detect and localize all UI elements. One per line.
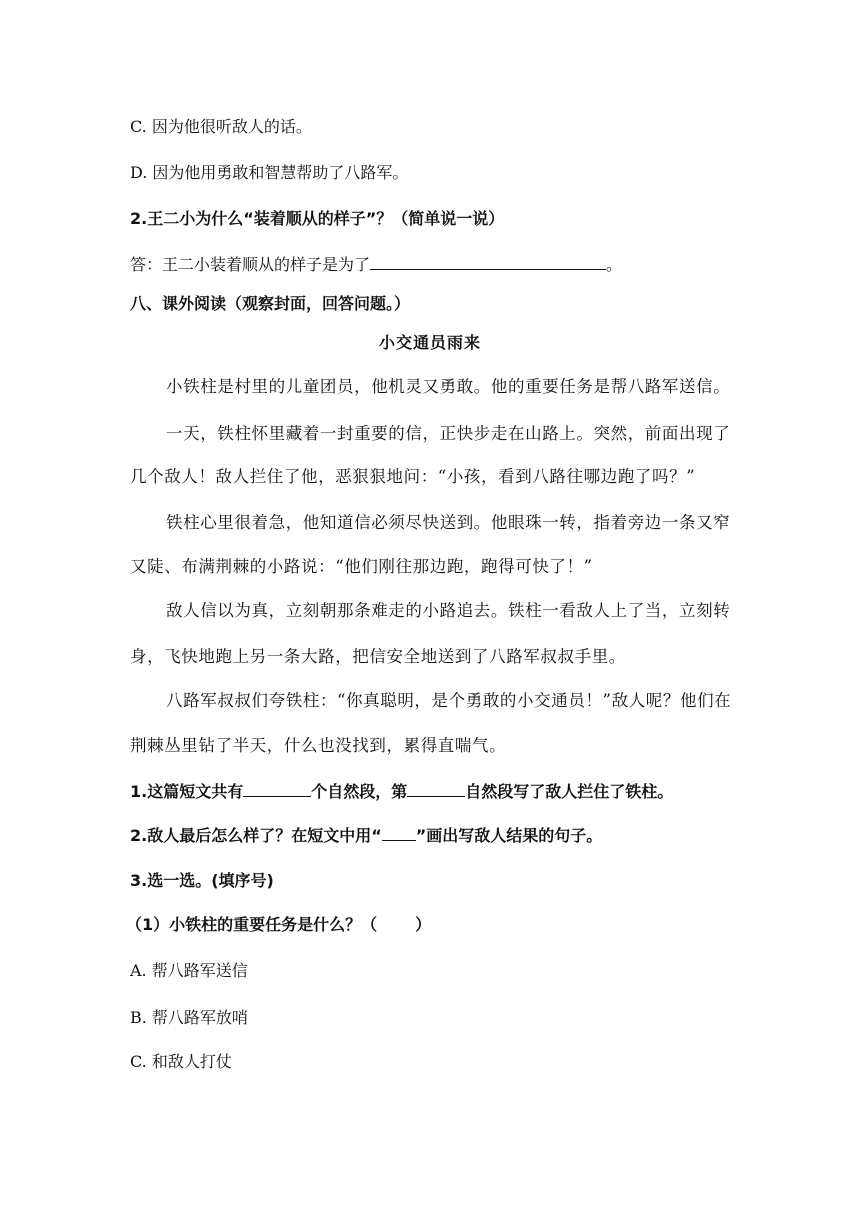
question-3-1 (126, 915, 431, 935)
section-8-heading: 八、课外阅读（观察封面，回答问题。） (130, 294, 411, 313)
q1-part2: 个自然段，第 (311, 782, 408, 801)
q2-part2: ”画出写敌人结果的句子。 (415, 826, 603, 845)
question-1 (130, 782, 673, 802)
question-2 (130, 826, 602, 846)
q3-1-close: ） (415, 915, 432, 934)
question-2-prev: 2.王二小为什么“装着顺从的样子”？（简单说一说） (130, 209, 505, 228)
q1-blank-1[interactable] (243, 782, 311, 797)
passage-line-4: 铁柱心里很着急，他知道信必须尽快送到。他眼珠一转，指着旁边一条又窄 (166, 513, 731, 532)
q1-part3: 自然段写了敌人拦住了铁柱。 (465, 782, 674, 801)
q1-part1: 1.这篇短文共有 (130, 782, 244, 801)
answer-blank[interactable] (370, 255, 606, 270)
question-3: 3.选一选。(填序号) (130, 871, 274, 890)
q2-blank[interactable] (382, 826, 416, 841)
answer-line (130, 255, 622, 275)
passage-line-9: 荆棘丛里钻了半天，什么也没找到，累得直喘气。 (130, 736, 507, 755)
choice-b[interactable]: B. 帮八路军放哨 (130, 1008, 248, 1027)
answer-prefix: 答：王二小装着顺从的样子是为了 (130, 255, 371, 274)
passage-line-8: 八路军叔叔们夸铁柱：“你真聪明，是个勇敢的小交通员！”敌人呢？他们在 (166, 691, 732, 710)
passage-line-2: 一天，铁柱怀里藏着一封重要的信，正快步走在山路上。突然，前面出现了 (166, 424, 731, 443)
choice-a[interactable]: A. 帮八路军送信 (130, 961, 248, 980)
choice-c[interactable]: C. 和敌人打仗 (130, 1052, 232, 1071)
q3-1-open: （1）小铁柱的重要任务是什么？（ (126, 915, 378, 934)
q1-blank-2[interactable] (407, 782, 465, 797)
option-d: D. 因为他用勇敢和智慧帮助了八路军。 (130, 163, 409, 182)
passage-line-5: 又陡、布满荆棘的小路说：“他们刚往那边跑，跑得可快了！” (130, 557, 593, 576)
passage-line-1: 小铁柱是村里的儿童团员，他机灵又勇敢。他的重要任务是帮八路军送信。 (166, 377, 731, 396)
passage-line-6: 敌人信以为真，立刻朝那条难走的小路追去。铁柱一看敌人上了当，立刻转 (166, 601, 731, 620)
q2-part1: 2.敌人最后怎么样了？在短文中用“ (130, 826, 382, 845)
answer-suffix: 。 (606, 255, 623, 274)
passage-line-3: 几个敌人！敌人拦住了他，恶狠狠地问：“小孩，看到八路往哪边跑了吗？” (130, 467, 696, 486)
option-c: C. 因为他很听敌人的话。 (130, 117, 312, 136)
passage-title: 小交通员雨来 (378, 333, 481, 352)
passage-line-7: 身，飞快地跑上另一条大路，把信安全地送到了八路军叔叔手里。 (130, 647, 626, 666)
